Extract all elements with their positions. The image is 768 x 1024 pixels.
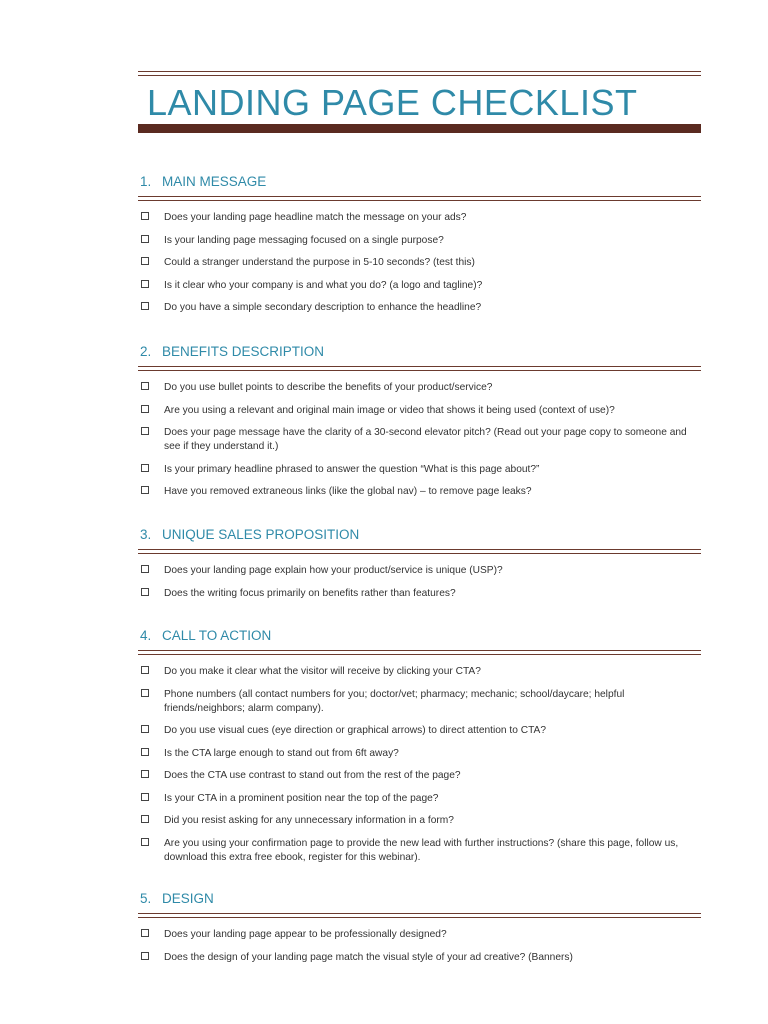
checklist-item [138, 381, 701, 395]
section-heading [138, 891, 701, 913]
checklist-item-label: Does your page message have the clarity of a 30-second elevator pitch? (Read out your page copy to someone and see if they understand it.) [164, 427, 687, 452]
section [138, 891, 701, 973]
section-heading-text: DESIGN [162, 891, 214, 906]
checklist-item-label: Are you using your confirmation page to provide the new lead with further instructions? (share this page, follow us, download this extra free ebook, register for this webinar). [164, 837, 679, 863]
section-number: 4. [140, 628, 152, 643]
checkbox-icon[interactable] [141, 302, 149, 310]
checklist-item-label: Does the CTA use contrast to stand out from the rest of the page? [164, 770, 461, 781]
checklist-item [138, 587, 701, 601]
section-divider [138, 200, 701, 201]
checklist-item [138, 837, 701, 865]
checklist-item-label: Are you using a relevant and original main image or video that shows it being used (context of use)? [164, 404, 615, 416]
checkbox-icon[interactable] [141, 382, 149, 390]
section-number: 5. [140, 891, 152, 906]
checklist [138, 211, 701, 315]
checklist-item [138, 485, 701, 499]
section-divider [138, 917, 701, 918]
section-number: 1. [140, 174, 152, 189]
checklist-item-label: Does your landing page headline match the message on your ads? [164, 212, 467, 223]
checklist-item-label: Do you use visual cues (eye direction or graphical arrows) to direct attention to CTA? [164, 725, 547, 736]
page-title: LANDING PAGE CHECKLIST [147, 82, 638, 123]
section-divider [138, 913, 701, 914]
checklist-item [138, 814, 701, 828]
checklist-item [138, 688, 701, 716]
checklist-item-label: Does the design of your landing page match the visual style of your ad creative? (Banners) [164, 951, 573, 963]
checklist-item [138, 928, 701, 942]
section-divider [138, 196, 701, 197]
checkbox-icon[interactable] [141, 770, 149, 778]
checklist-item [138, 256, 701, 270]
checklist-item-label: Does your landing page explain how your product/service is unique (USP)? [164, 565, 503, 576]
section [138, 527, 701, 609]
checklist-item [138, 234, 701, 248]
checkbox-icon[interactable] [141, 952, 149, 960]
checklist-item [138, 769, 701, 783]
title-underline-bar [138, 124, 701, 133]
checklist-item [138, 724, 701, 738]
top-divider [138, 75, 701, 76]
checklist-item-label: Do you use bullet points to describe the benefits of your product/service? [164, 382, 493, 393]
checklist-item-label: Is your primary headline phrased to answer the question “What is this page about?” [164, 463, 540, 475]
section-divider [138, 366, 701, 367]
checklist-item-label: Is it clear who your company is and what you do? (a logo and tagline)? [164, 279, 483, 291]
checklist [138, 564, 701, 601]
section-divider [138, 370, 701, 371]
checklist-item-label: Did you resist asking for any unnecessary information in a form? [164, 815, 454, 826]
top-divider [138, 71, 701, 72]
checkbox-icon[interactable] [141, 405, 149, 413]
section [138, 344, 701, 508]
checkbox-icon[interactable] [141, 666, 149, 674]
section-number: 2. [140, 344, 152, 359]
checklist-item [138, 301, 701, 315]
checkbox-icon[interactable] [141, 257, 149, 265]
checkbox-icon[interactable] [141, 793, 149, 801]
checklist-item-label: Does the writing focus primarily on benefits rather than features? [164, 587, 456, 599]
checklist-item [138, 792, 701, 806]
checkbox-icon[interactable] [141, 486, 149, 494]
section-heading-text: BENEFITS DESCRIPTION [162, 344, 325, 359]
checkbox-icon[interactable] [141, 565, 149, 573]
checklist-item-label: Do you have a simple secondary description to enhance the headline? [164, 302, 482, 313]
section-heading [138, 628, 701, 650]
checklist-item-label: Phone numbers (all contact numbers for you; doctor/vet; pharmacy; mechanic; school/daycare; helpful friends/neighbors; alarm company). [164, 688, 625, 714]
checklist-item [138, 404, 701, 418]
section-heading [138, 174, 701, 196]
checklist-item-label: Could a stranger understand the purpose in 5-10 seconds? (test this) [164, 257, 475, 268]
section-divider [138, 553, 701, 554]
section-heading-text: CALL TO ACTION [162, 628, 272, 643]
checkbox-icon[interactable] [141, 427, 149, 435]
checklist-item [138, 463, 701, 477]
section-divider [138, 654, 701, 655]
checklist-item-label: Do you make it clear what the visitor will receive by clicking your CTA? [164, 666, 481, 677]
checklist-item [138, 665, 701, 679]
section-heading-text: MAIN MESSAGE [162, 174, 267, 189]
checklist [138, 381, 701, 499]
checklist-item-label: Is your CTA in a prominent position near the top of the page? [164, 792, 439, 804]
section-divider [138, 549, 701, 550]
checklist-item [138, 426, 701, 454]
checklist-item [138, 564, 701, 578]
checkbox-icon[interactable] [141, 748, 149, 756]
section [138, 174, 701, 324]
checklist-item-label: Does your landing page appear to be professionally designed? [164, 929, 447, 940]
section-heading [138, 527, 701, 549]
section-heading [138, 344, 701, 366]
checklist-item [138, 747, 701, 761]
checklist [138, 665, 701, 865]
checklist-item-label: Have you removed extraneous links (like the global nav) – to remove page leaks? [164, 486, 532, 497]
checklist-item [138, 951, 701, 965]
checkbox-icon[interactable] [141, 838, 149, 846]
checkbox-icon[interactable] [141, 235, 149, 243]
section-heading-text: UNIQUE SALES PROPOSITION [162, 527, 360, 542]
checklist [138, 928, 701, 965]
section [138, 628, 701, 873]
checkbox-icon[interactable] [141, 280, 149, 288]
section-divider [138, 650, 701, 651]
checkbox-icon[interactable] [141, 725, 149, 733]
checklist-item-label: Is your landing page messaging focused on a single purpose? [164, 234, 444, 246]
checkbox-icon[interactable] [141, 929, 149, 937]
checkbox-icon[interactable] [141, 212, 149, 220]
checkbox-icon[interactable] [141, 689, 149, 697]
checklist-item-label: Is the CTA large enough to stand out from 6ft away? [164, 747, 399, 759]
checkbox-icon[interactable] [141, 464, 149, 472]
section-number: 3. [140, 527, 152, 542]
checklist-item [138, 279, 701, 293]
checkbox-icon[interactable] [141, 815, 149, 823]
checklist-item [138, 211, 701, 225]
checkbox-icon[interactable] [141, 588, 149, 596]
